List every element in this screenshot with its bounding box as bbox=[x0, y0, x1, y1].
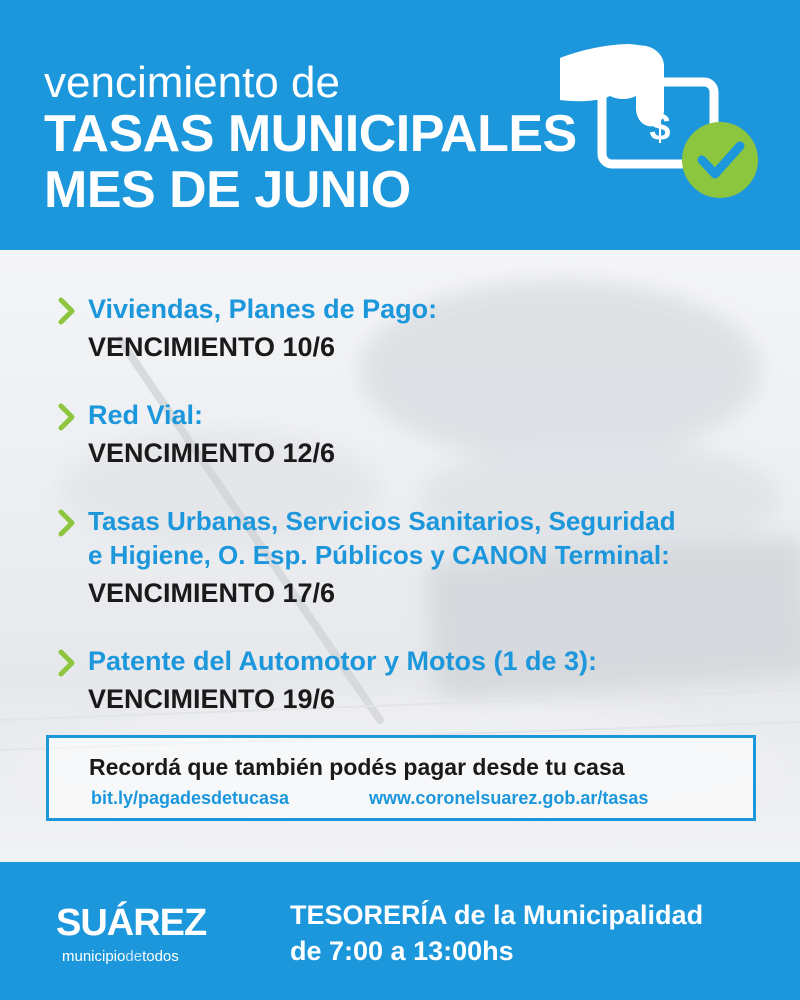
header-banner bbox=[0, 0, 800, 250]
reminder-title: Recordá que también podés pagar desde tu casa bbox=[89, 754, 625, 780]
title-main: TASAS MUNICIPALES bbox=[44, 105, 577, 163]
chevron-right-icon bbox=[56, 402, 78, 432]
office-hours: de 7:00 a 13:00hs bbox=[290, 936, 514, 966]
office-name: TESORERÍA de la Municipalidad bbox=[290, 900, 704, 930]
item-due-date: VENCIMIENTO 17/6 bbox=[88, 578, 336, 608]
footer-banner bbox=[0, 862, 800, 1000]
logo-tagline-part1: municipio bbox=[62, 948, 126, 965]
logo-tagline-part2: de bbox=[125, 948, 143, 965]
payment-link-website[interactable]: www.coronelsuarez.gob.ar/tasas bbox=[369, 788, 649, 808]
chevron-right-icon bbox=[56, 296, 78, 326]
payment-link-short[interactable]: bit.ly/pagadesdetucasa bbox=[91, 788, 290, 808]
item-label-line1: Tasas Urbanas, Servicios Sanitarios, Seguridad bbox=[88, 506, 676, 536]
item-due-date: VENCIMIENTO 19/6 bbox=[88, 684, 336, 714]
svg-text:$: $ bbox=[649, 107, 671, 149]
reminder-box bbox=[46, 735, 756, 821]
chevron-right-icon bbox=[56, 648, 78, 678]
item-label-line2: e Higiene, O. Esp. Públicos y CANON Terminal: bbox=[88, 540, 670, 570]
title-subtitle: vencimiento de bbox=[44, 58, 340, 107]
item-label: Red Vial: bbox=[88, 400, 204, 430]
chevron-right-icon bbox=[56, 508, 78, 538]
logo-suarez: SUÁREZ bbox=[56, 902, 207, 944]
item-label: Patente del Automotor y Motos (1 de 3): bbox=[88, 646, 598, 676]
logo-tagline-part3: todos bbox=[142, 948, 179, 965]
item-due-date: VENCIMIENTO 12/6 bbox=[88, 438, 336, 468]
item-label: Viviendas, Planes de Pago: bbox=[88, 294, 438, 324]
item-due-date: VENCIMIENTO 10/6 bbox=[88, 332, 336, 362]
title-month: MES DE JUNIO bbox=[44, 161, 411, 219]
hand-card-dollar-check-icon bbox=[560, 40, 770, 210]
logo-tagline bbox=[62, 948, 179, 965]
